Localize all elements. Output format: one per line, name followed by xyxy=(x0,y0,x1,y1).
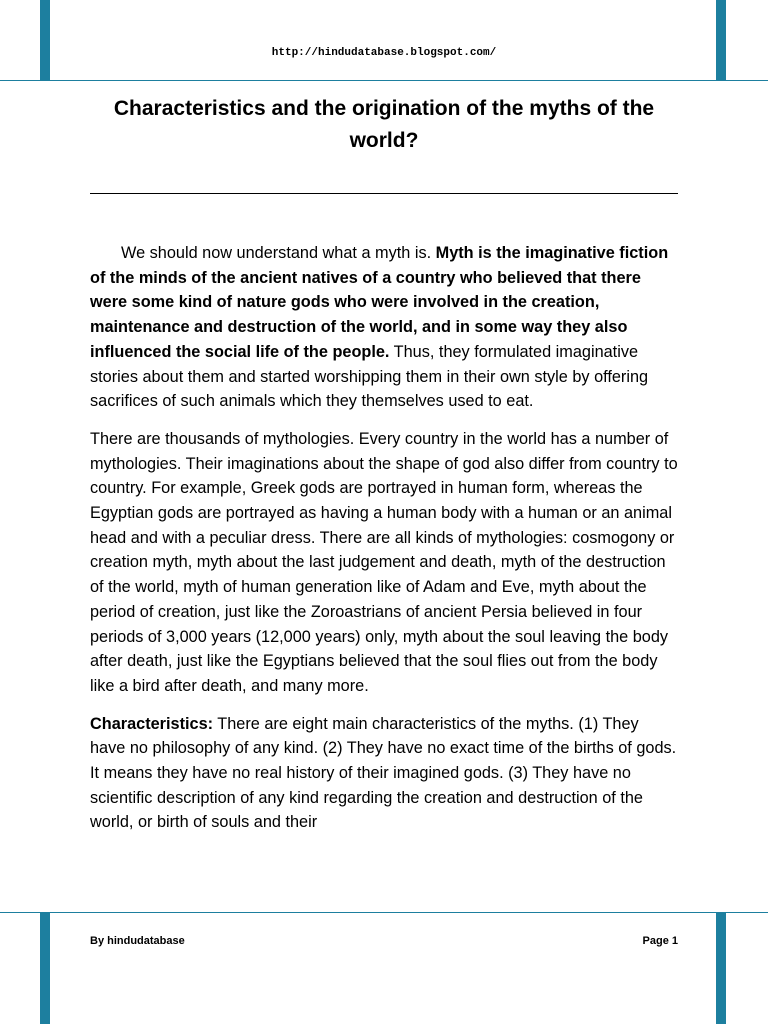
characteristics-text: There are eight main characteristics of the myths. (1) They have no philosophy of any kind. (2) They have no exact time of the births of gods. It means they have no real history of their imagined gods. (3) They have no scientific description of any kind regarding the creation and destruction of the world, or birth of souls and their xyxy=(90,714,677,832)
top-left-border-bar xyxy=(40,0,50,80)
footer-divider xyxy=(0,912,768,913)
footer-page-number: Page 1 xyxy=(642,935,678,947)
header-url-link[interactable]: http://hindudatabase.blogspot.com/ xyxy=(271,47,497,59)
page-title: Characteristics and the origination of the myths of the world? xyxy=(113,97,655,152)
paragraph-intro xyxy=(90,241,678,414)
document-body xyxy=(90,241,678,848)
intro-rest-text: Thus, they formulated imaginative stories about them and started worshipping them in their own style by offering sacrifices of such animals which they themselves used to eat. xyxy=(90,342,649,411)
characteristics-label: Characteristics: xyxy=(90,714,214,733)
title-underline xyxy=(90,193,678,194)
header-divider xyxy=(0,80,768,81)
myth-definition-bold: Myth is the imaginative fiction of the minds of the ancient natives of a country who believed that there were some kind of nature gods who were involved in the creation, maintenance and destruction of the world, and in some way they also influenced the social life of the people. xyxy=(90,244,669,361)
bottom-right-border-bar xyxy=(716,912,726,1024)
footer-author: By hindudatabase xyxy=(90,935,185,947)
bottom-left-border-bar xyxy=(40,912,50,1024)
top-right-border-bar xyxy=(716,0,726,80)
intro-text: We should now understand what a myth is. xyxy=(121,244,436,262)
paragraph-mythologies: There are thousands of mythologies. Every country in the world has a number of mythologies. Their imaginations about the shape of god also differ from country to country. For example, Greek gods are portrayed in human form, whereas the Egyptian gods are portrayed as having a human body with a human or an animal head and with a peculiar dress. There are all kinds of mythologies: cosmogony or creation myth, myth about the last judgement and death, myth of the destruction of the world, myth of human generation like of Adam and Eve, myth about the period of creation, just like the Zoroastrians of ancient Persia believed in four periods of 3,000 years (12,000 years) only, myth about the soul leaving the body after death, just like the Egyptians believed that the soul flies out from the body like a bird after death, and many more. xyxy=(90,429,678,695)
paragraph-characteristics xyxy=(90,712,678,836)
